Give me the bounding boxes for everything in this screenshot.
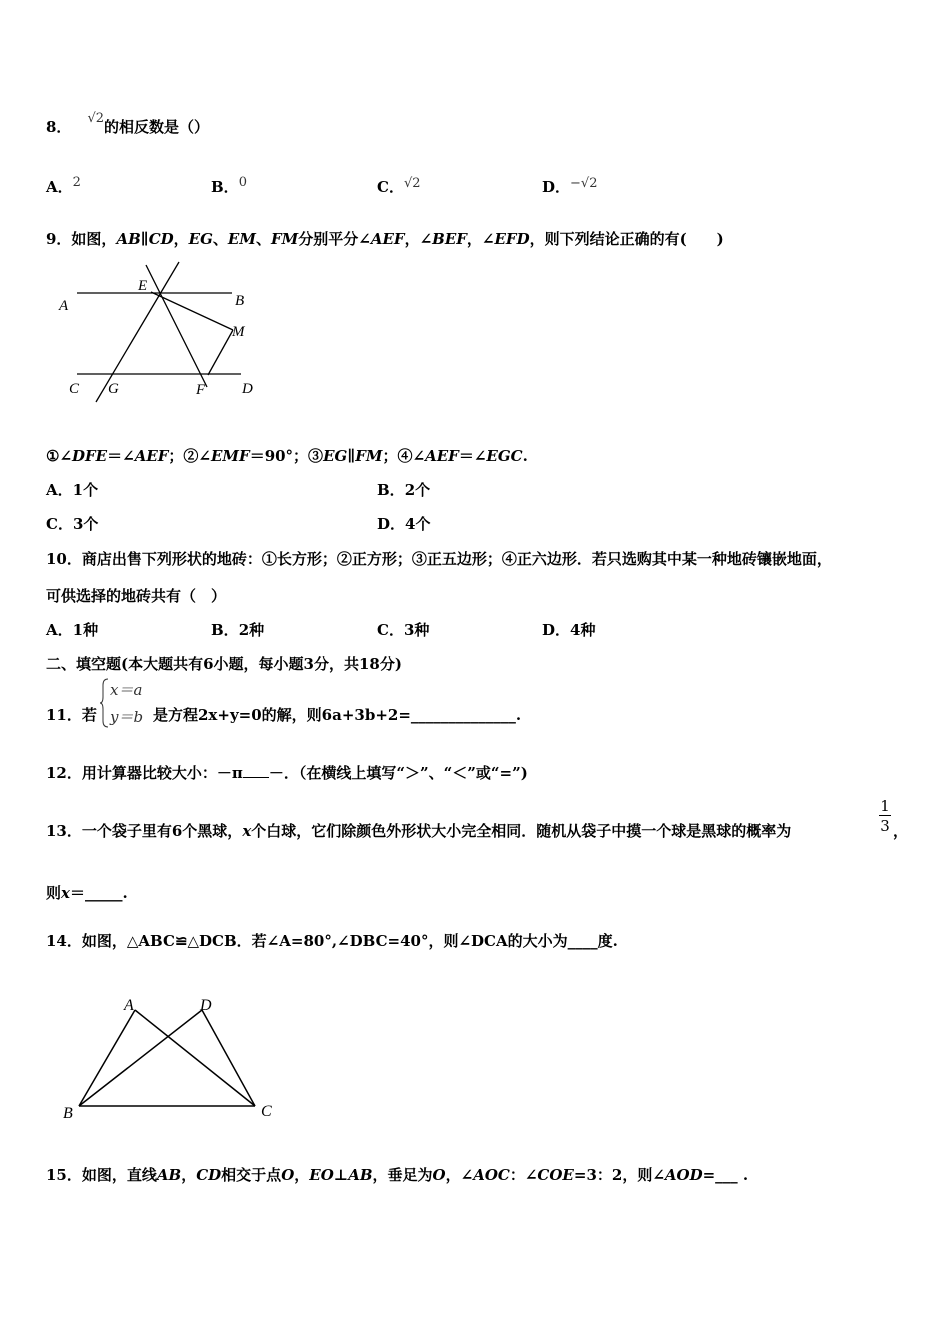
sep: 、 (255, 230, 271, 248)
option-label: A． (46, 621, 73, 639)
sep: 、 (212, 230, 228, 248)
egc: EGC (486, 447, 523, 465)
q13-tail: ， (893, 822, 909, 840)
option-value: −√2 (570, 176, 598, 191)
segment-ac (135, 1010, 255, 1106)
cd: CD (196, 1166, 222, 1184)
option-value: 1个 (72, 481, 99, 499)
label-e: E (138, 278, 148, 294)
aoc: AOC (473, 1166, 510, 1184)
q10-option-c[interactable] (377, 619, 429, 640)
label-g: G (108, 381, 119, 397)
dfe: DFE (72, 447, 108, 465)
q9-option-c[interactable] (46, 513, 98, 534)
o: O (432, 1166, 446, 1184)
q8-option-c[interactable] (377, 176, 421, 197)
sep: ， (173, 230, 189, 248)
q9-number: 9．如图， (46, 230, 117, 248)
bef: BEF (432, 230, 467, 248)
q10-stem-line1: 10．商店出售下列形状的地砖：①长方形；②正方形；③正五边形；④正六边形．若只选购其中某一种地砖镶嵌地面， (46, 550, 832, 568)
label-m: M (232, 324, 245, 340)
q8-stem (46, 111, 210, 137)
c2: ；②∠ (168, 447, 211, 465)
q9-parallel: AB∥CD (116, 230, 174, 248)
label-a: A (124, 997, 134, 1014)
eq: ＝∠ (458, 447, 487, 465)
q13-line2-a: 则 (46, 884, 62, 902)
label-d: D (242, 381, 253, 397)
o: O (281, 1166, 295, 1184)
q8-option-a[interactable] (46, 176, 81, 197)
q12-answer-blank[interactable] (243, 763, 269, 778)
section-title: 二、填空题(本大题共有6小题，每小题3分，共18分) (46, 655, 402, 673)
line-ef (146, 265, 207, 387)
eg: EG (188, 230, 213, 248)
ab: AB (156, 1166, 182, 1184)
q9-option-d[interactable] (377, 513, 430, 534)
end: . (522, 447, 528, 465)
t: =3：2，则∠ (573, 1166, 665, 1184)
q8-option-d[interactable] (542, 176, 597, 197)
q9-mid: 分别平分∠ (298, 230, 371, 248)
q10-option-a[interactable] (46, 619, 98, 640)
q12-text-a: 12．用计算器比较大小：－π (46, 764, 243, 782)
sep: ，∠ (404, 230, 433, 248)
coe: COE (537, 1166, 574, 1184)
t: ， (294, 1166, 310, 1184)
t: 15．如图，直线 (46, 1166, 157, 1184)
q8-text: 的相反数是（） (104, 118, 210, 136)
q11-number: 11．若 (46, 706, 97, 724)
q13-text-a: 13．一个袋子里有6个黑球， (46, 822, 243, 840)
option-value: 4种 (570, 621, 596, 639)
segment-mf (208, 330, 233, 375)
q11-brace (100, 677, 110, 729)
q10-option-d[interactable] (542, 619, 595, 640)
c3: ＝90°；③ (249, 447, 324, 465)
option-label: C． (46, 515, 73, 533)
option-value: 4个 (405, 515, 431, 533)
parallel: ∥ (347, 447, 356, 465)
label-c: C (69, 381, 80, 397)
label-b: B (63, 1105, 73, 1122)
label-c: C (261, 1103, 272, 1120)
q9-option-b[interactable] (377, 479, 430, 500)
aef: AEF (425, 447, 459, 465)
var-x: x (61, 884, 70, 902)
option-label: B． (211, 178, 239, 196)
t: ，∠ (445, 1166, 474, 1184)
q9-stem (46, 228, 724, 249)
option-label: A． (46, 178, 73, 196)
t: =___ . (702, 1166, 749, 1184)
sep: ，∠ (466, 230, 495, 248)
option-value: 2个 (404, 481, 431, 499)
c1: ①∠ (46, 447, 73, 465)
q13-line2-b: ＝_____. (69, 884, 128, 902)
q12-text-b: －．（在横线上填写“＞”、“＜”或“=”) (268, 764, 528, 782)
t: 相交于点 (221, 1166, 282, 1184)
q11-eq1: x＝a (110, 681, 143, 699)
option-value: 0 (238, 175, 247, 190)
em: EM (227, 230, 256, 248)
option-label: D． (542, 178, 571, 196)
q12-stem (46, 762, 528, 783)
fm: FM (270, 230, 299, 248)
q9-option-a[interactable] (46, 479, 98, 500)
option-label: D． (542, 621, 571, 639)
efd: EFD (494, 230, 530, 248)
q13-fraction (879, 797, 891, 836)
q10-option-b[interactable] (211, 619, 264, 640)
aef: AEF (370, 230, 405, 248)
q8-number: 8． (46, 118, 72, 136)
segment-em (151, 292, 233, 330)
option-value: 1种 (72, 621, 99, 639)
q9-tail: ，则下列结论正确的有( ) (529, 230, 724, 248)
var-x: x (242, 822, 252, 840)
label-a: A (59, 298, 69, 314)
label-d: D (200, 997, 212, 1014)
option-label: C． (377, 621, 404, 639)
eo: EO (309, 1166, 334, 1184)
q10-stem-line2: 可供选择的地砖共有（ ） (46, 587, 227, 605)
q14-figure (55, 988, 295, 1123)
segment-bd (79, 1010, 202, 1106)
ab: AB (348, 1166, 373, 1184)
q13-text-b: 个白球，它们除颜色外形状大小完全相同．随机从袋子中摸一个球是黑球的概率为 (251, 822, 792, 840)
c4: ；④∠ (382, 447, 426, 465)
option-value: 2 (72, 175, 81, 190)
t: ，垂足为 (372, 1166, 433, 1184)
fm: FM (355, 447, 383, 465)
option-label: B． (211, 621, 239, 639)
emf: EMF (211, 447, 250, 465)
option-label: B． (377, 481, 405, 499)
fraction-numerator: 1 (880, 797, 890, 815)
option-value: 2种 (238, 621, 265, 639)
fraction-denominator: 3 (880, 817, 890, 835)
option-value: √2 (403, 176, 421, 191)
option-label: C． (377, 178, 404, 196)
q15-stem (46, 1164, 748, 1185)
q11-eq2: y＝b (110, 708, 144, 726)
aef: AEF (134, 447, 169, 465)
t: ：∠ (509, 1166, 538, 1184)
t: ， (181, 1166, 197, 1184)
option-value: 3种 (403, 621, 430, 639)
q9-figure (55, 258, 275, 406)
option-label: A． (46, 481, 73, 499)
q8-option-b[interactable] (211, 176, 247, 197)
aod: AOD (664, 1166, 703, 1184)
q8-sqrt2-image: √2 (87, 111, 104, 126)
segment-dc (202, 1010, 255, 1106)
eg: EG (323, 447, 348, 465)
segment-ba (79, 1010, 135, 1106)
q9-conclusions (46, 445, 528, 466)
q14-stem: 14．如图，△ABC≌△DCB．若∠A=80°,∠DBC=40°，则∠DCA的大小为____度. (46, 932, 618, 950)
q13-stem (46, 820, 791, 841)
q11-text: 是方程2x+y=0的解，则6a+3b+2=______________. (153, 706, 522, 724)
option-label: D． (377, 515, 406, 533)
q13-line2 (46, 882, 128, 903)
t: ⊥ (333, 1166, 349, 1184)
eq: ＝∠ (107, 447, 135, 465)
label-f: F (196, 382, 206, 398)
label-b: B (235, 293, 245, 309)
option-value: 3个 (72, 515, 99, 533)
